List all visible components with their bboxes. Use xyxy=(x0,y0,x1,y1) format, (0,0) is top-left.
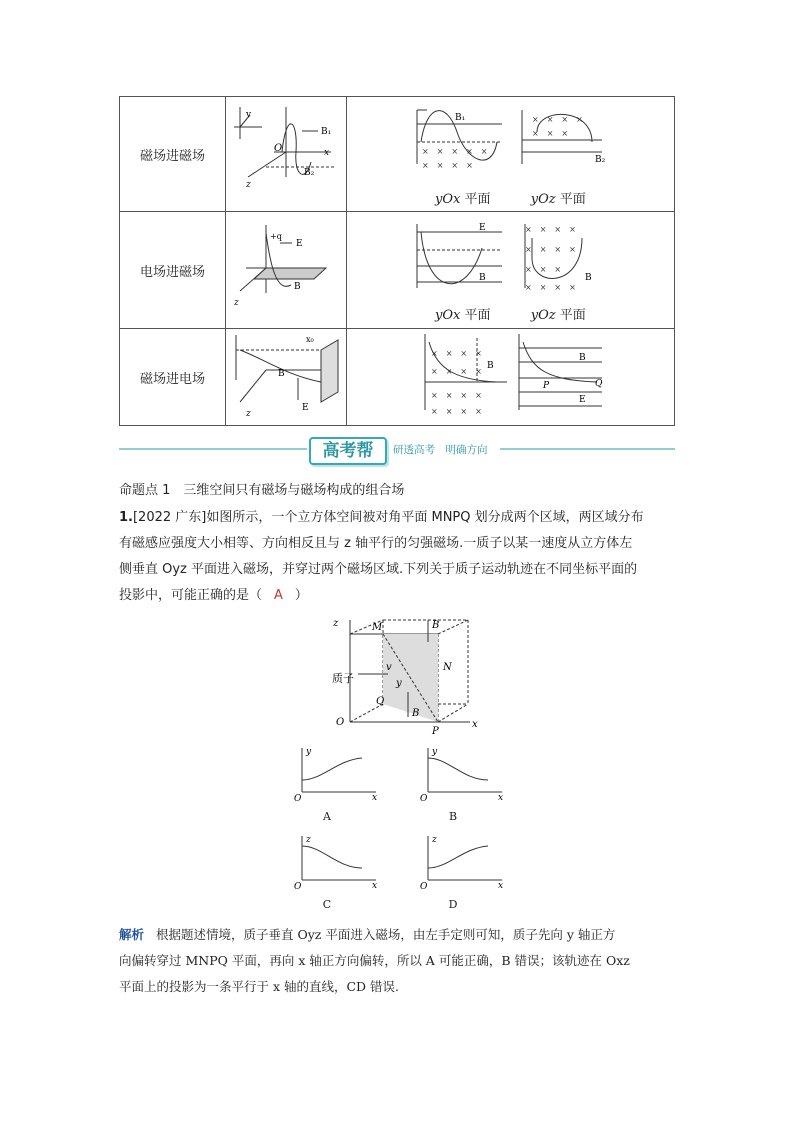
3d-diagram-cell xyxy=(226,329,347,426)
answer-mark: A xyxy=(274,588,283,603)
option-axis-x-label: x xyxy=(372,881,378,890)
svg-text:v: v xyxy=(246,110,252,120)
velocity-label: v xyxy=(386,662,392,673)
option-axis-vertical-label: y xyxy=(306,747,312,757)
svg-text:+q: +q xyxy=(270,232,282,241)
svg-text:B₁: B₁ xyxy=(321,127,332,137)
section-title: 命题点 1 三维空间只有磁场与磁场构成的组合场 xyxy=(119,483,405,498)
explanation-block: 解析 根据题述情境，质子垂直 Oyz 平面进入磁场，由左手定则可知，质子先向 y 轴正方 向偏转穿过 MNPQ 平面，再向 x 轴正方向偏转，所以 A 可能正确，B 错误；该轨迹在 Oxz 平面上的投影为一条平行于 x 轴的直线，CD 错误. xyxy=(119,927,630,994)
svg-text:z: z xyxy=(234,298,239,308)
svg-text:B: B xyxy=(479,272,486,283)
option-origin-label: O xyxy=(420,794,428,802)
svg-text:× × × × ×: × × × × × xyxy=(422,146,488,156)
trajectory-curve xyxy=(428,846,488,868)
3d-electric-magnetic-diagram xyxy=(226,213,346,323)
svg-text:× × × ×: × × × × xyxy=(532,114,583,124)
option-axis-vertical-label: y xyxy=(432,747,438,757)
axis-z-label: z xyxy=(333,618,339,629)
svg-text:B: B xyxy=(278,369,285,379)
option-letter: B xyxy=(448,810,458,823)
svg-text:× × × ×: × × × × xyxy=(431,367,482,376)
svg-text:x₀: x₀ xyxy=(306,335,314,344)
option-letter: D xyxy=(448,898,458,911)
option-origin-label: O xyxy=(420,882,428,890)
point-p-label: P xyxy=(432,726,439,737)
3d-magnetic-diagram xyxy=(226,97,346,207)
svg-text:× × × ×: × × × × xyxy=(431,391,482,400)
trajectory-curve xyxy=(428,758,488,780)
option-axis-x-label: x xyxy=(498,793,504,802)
axis-x-label: x xyxy=(472,719,478,730)
svg-text:E: E xyxy=(579,395,586,405)
banner-divider-left xyxy=(119,448,307,450)
row-label: 电场进磁场 xyxy=(120,212,226,329)
option-axis-vertical-label: z xyxy=(306,835,311,845)
projection-diagrams xyxy=(347,102,674,188)
table-row xyxy=(120,97,675,212)
option-graph-d xyxy=(418,832,508,912)
option-letter: C xyxy=(322,898,332,911)
option-axis-x-label: x xyxy=(498,881,504,890)
svg-text:× × × ×: × × × × xyxy=(431,349,482,358)
point-n-label: N xyxy=(443,662,452,673)
3d-diagram-cell xyxy=(226,97,347,212)
section-badge: 高考帮 xyxy=(309,437,387,465)
row-label: 磁场进磁场 xyxy=(120,97,226,212)
svg-text:× × × ×: × × × × xyxy=(525,282,576,292)
svg-text:B: B xyxy=(579,353,586,363)
svg-text:× × ×: × × × xyxy=(525,264,562,274)
cube-figure xyxy=(328,612,478,737)
origin-label: O xyxy=(336,717,345,728)
option-graph-c xyxy=(292,832,382,912)
table-row xyxy=(120,329,675,426)
svg-text:x: x xyxy=(324,148,330,158)
projection-diagrams xyxy=(347,330,674,420)
svg-text:P: P xyxy=(543,381,550,391)
option-origin-label: O xyxy=(294,882,302,890)
field-combination-table xyxy=(119,96,675,426)
svg-text:z: z xyxy=(246,409,251,419)
projection-cell: × × × × × × × × × × × × × × × E B B yOx 平面 yOz 平面 xyxy=(347,212,675,329)
question-source: [2022 广东] xyxy=(132,510,207,525)
question-number: 1. xyxy=(119,510,133,525)
section-slogan: 研透高考 明确方向 xyxy=(393,444,488,456)
option-axis-vertical-label: z xyxy=(432,835,437,845)
question-block: 1.[2022 广东]如图所示，一个立方体空间被对角平面 MNPQ 划分成两个区域，两区域分布 有磁感应强度大小相等、方向相反且与 z 轴平行的匀强磁场.一质子以某一速度从立方体左 侧垂直 Oyz 平面进入磁场，并穿过两个磁场区域.下列关于质子运动轨迹在不同坐标平面的 投影中，可能正确的是（ A ） xyxy=(119,510,644,603)
svg-text:B: B xyxy=(294,282,301,292)
axis-y-label: y xyxy=(396,678,402,689)
caption-yoz: yOz xyxy=(530,191,556,207)
svg-text:× × × ×: × × × × xyxy=(422,160,473,170)
b-field-up-label: B xyxy=(432,620,440,631)
svg-text:× × × ×: × × × × xyxy=(525,224,576,234)
row-label: 磁场进电场 xyxy=(120,329,226,426)
svg-text:Q: Q xyxy=(595,379,603,389)
option-letter: A xyxy=(323,810,331,823)
svg-text:B₂: B₂ xyxy=(304,168,315,178)
banner-divider-right xyxy=(500,448,675,450)
trajectory-curve xyxy=(302,758,362,780)
3d-diagram-cell xyxy=(226,212,347,329)
table-row xyxy=(120,212,675,329)
point-q-label: Q xyxy=(376,696,385,707)
svg-text:E: E xyxy=(302,403,309,413)
point-m-label: M xyxy=(372,622,383,633)
projection-cell: × × × × × × × × × × × × × × × × B₁ B₂ yOx 平面 yOz 平面 xyxy=(347,97,675,212)
option-graph-b xyxy=(418,744,508,824)
svg-text:× × ×: × × × xyxy=(532,128,569,138)
svg-text:× × × ×: × × × × xyxy=(431,407,482,416)
option-origin-label: O xyxy=(294,794,302,802)
svg-text:B₂: B₂ xyxy=(595,154,606,165)
svg-text:z: z xyxy=(246,180,251,190)
option-axis-x-label: x xyxy=(372,793,378,802)
b-field-down-label: B xyxy=(412,708,420,719)
svg-text:B: B xyxy=(585,272,592,283)
svg-text:O: O xyxy=(274,143,283,154)
caption-yox: yOx xyxy=(435,191,461,207)
svg-text:× × × ×: × × × × xyxy=(525,244,576,254)
option-graph-a xyxy=(292,744,382,824)
caption-yox: yOx xyxy=(435,307,461,323)
svg-text:B: B xyxy=(487,361,494,371)
explanation-label: 解析 xyxy=(119,927,145,942)
particle-label: 质子 xyxy=(332,672,354,685)
svg-text:E: E xyxy=(296,239,303,249)
trajectory-curve xyxy=(302,846,362,868)
projection-diagrams xyxy=(347,218,674,304)
svg-text:B₁: B₁ xyxy=(455,112,466,123)
svg-text:E: E xyxy=(479,222,486,233)
projection-cell xyxy=(347,329,675,426)
3d-magnetic-electric-diagram xyxy=(226,330,346,420)
caption-yoz: yOz xyxy=(530,307,556,323)
